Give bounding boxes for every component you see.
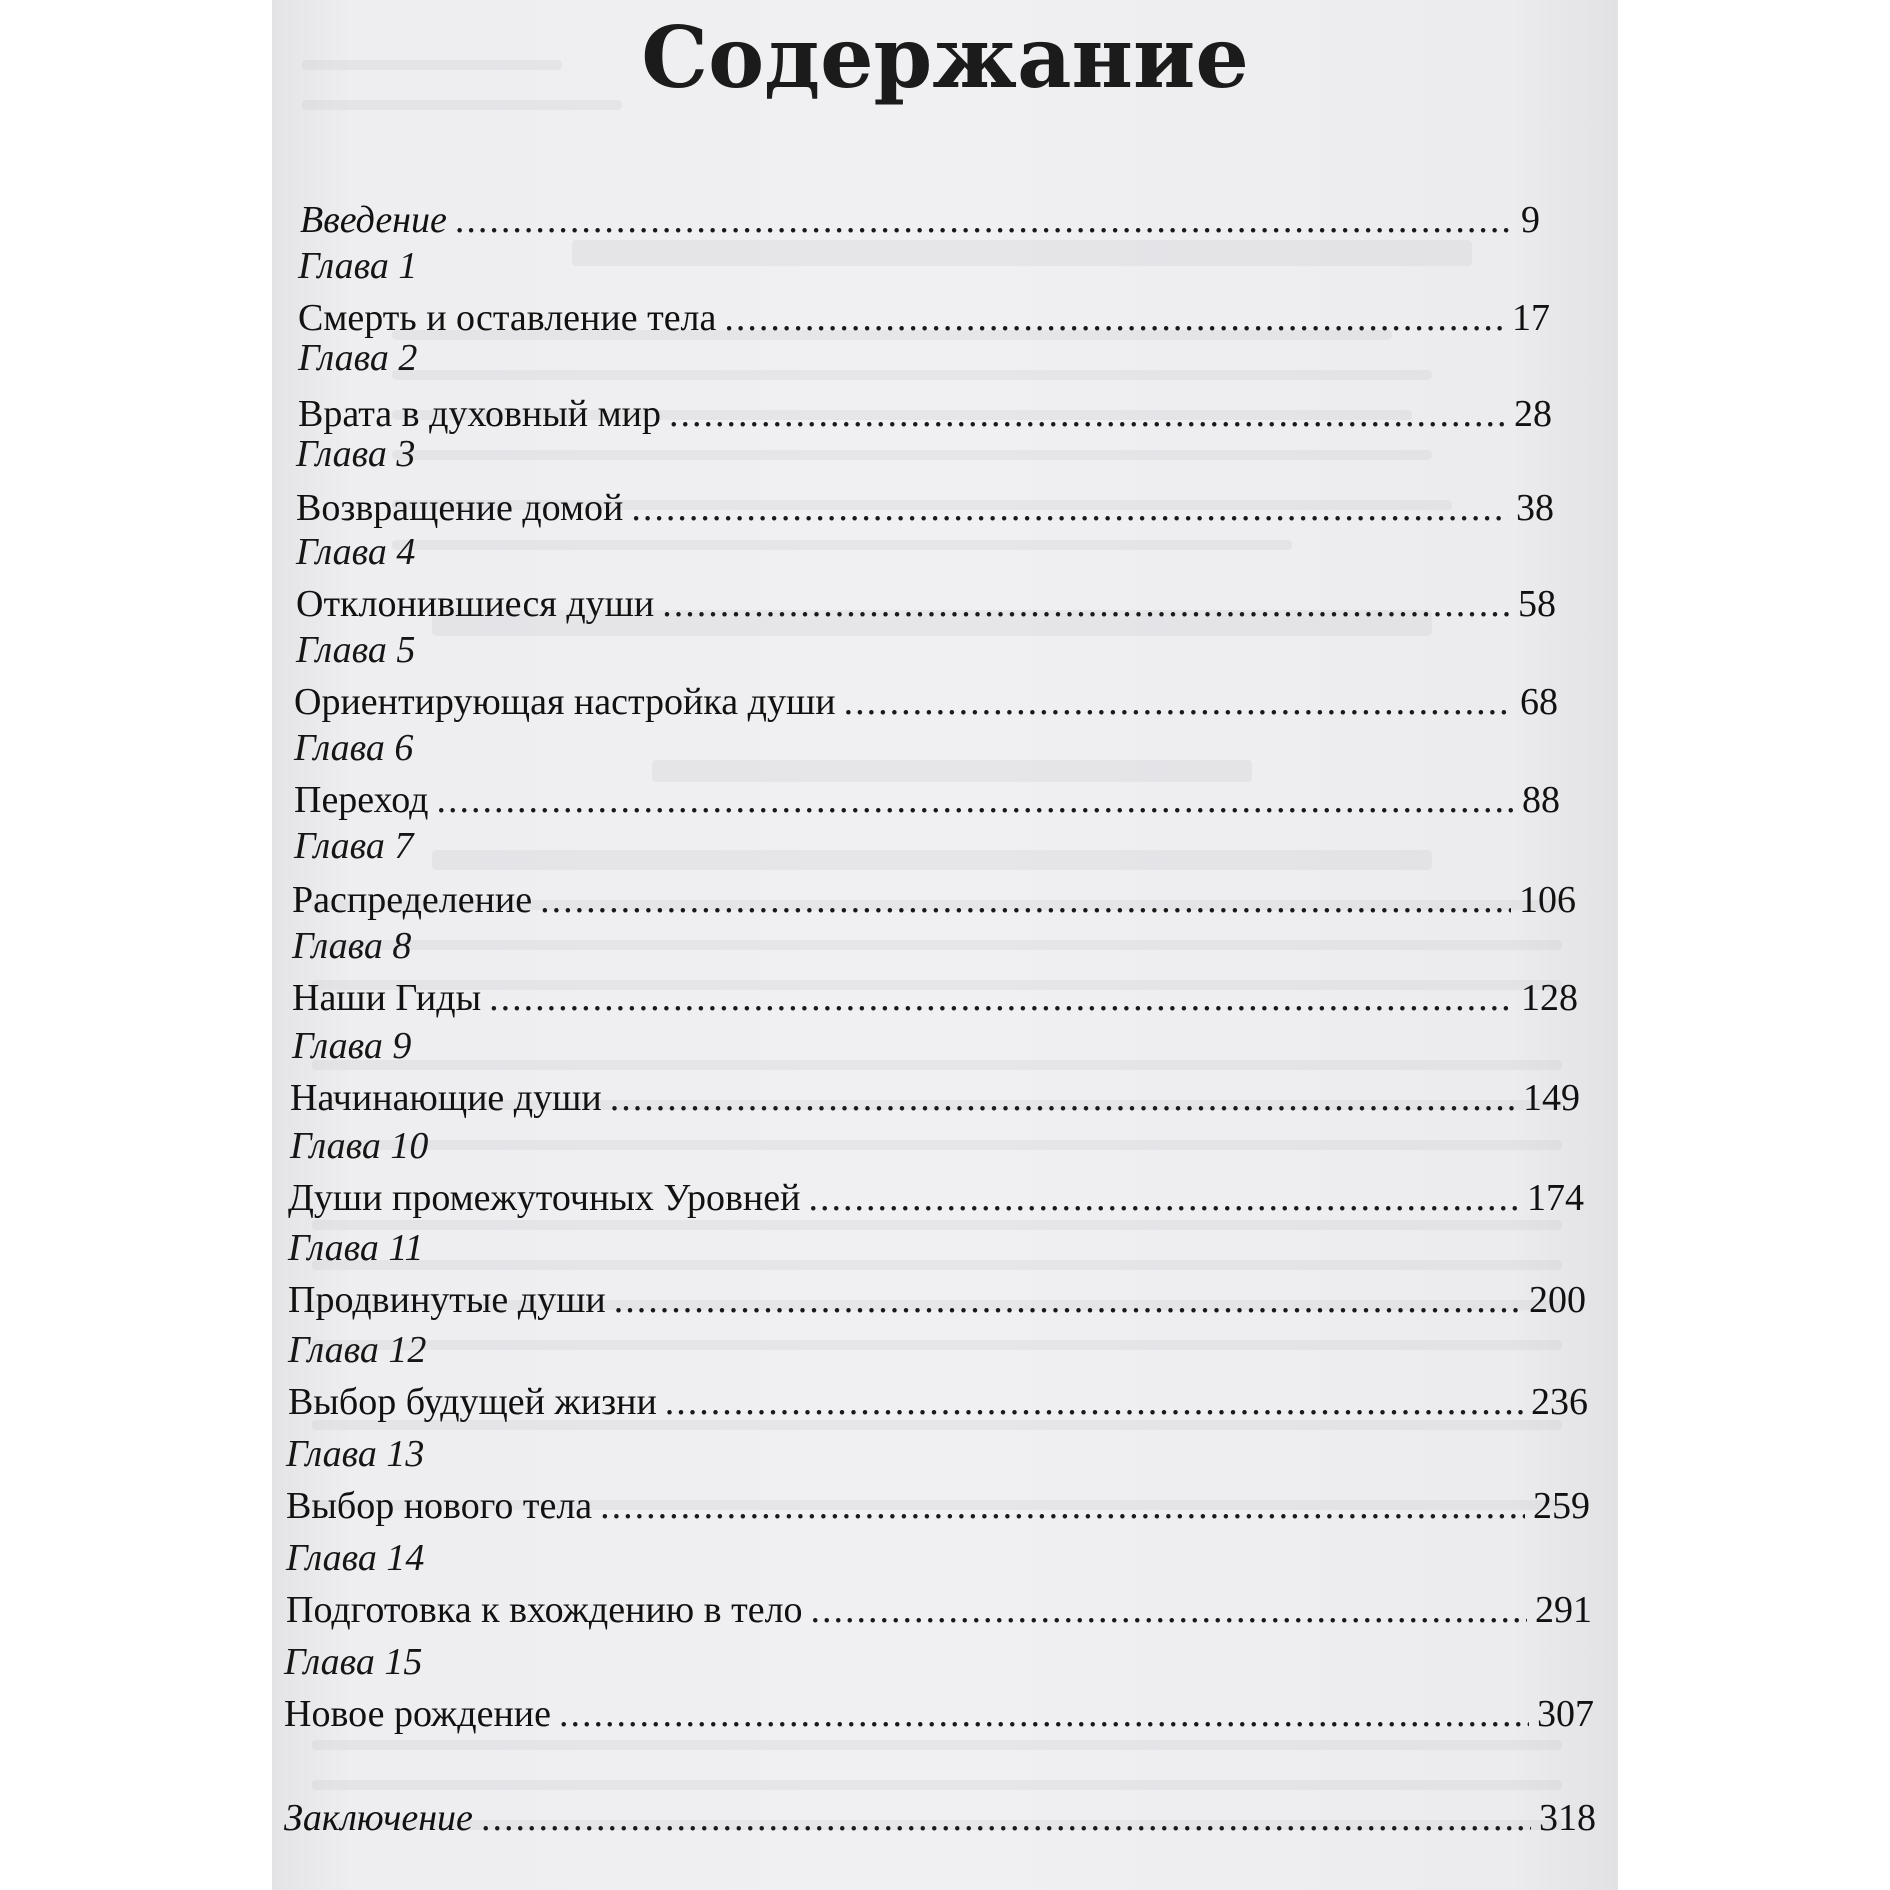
dot-leader [489,976,1513,1020]
toc-page-number: 236 [1531,1381,1588,1423]
chapter-heading: Глава 7 [294,825,414,867]
toc-entry-label: Возвращение домой [296,487,624,529]
toc-page-number: 28 [1514,393,1552,435]
dot-leader [631,486,1508,530]
toc-page-number: 259 [1533,1485,1590,1527]
dot-leader [662,582,1510,626]
chapter-heading: Глава 11 [288,1227,424,1269]
dot-leader [455,198,1513,242]
toc-page-number: 88 [1522,779,1560,821]
toc-entry-label: Наши Гиды [292,977,482,1019]
toc-entry[interactable] [294,680,1558,724]
dot-leader [808,1176,1519,1220]
toc-entry[interactable] [290,1076,1580,1120]
toc-entry-label: Распределение [292,879,533,921]
toc-entry[interactable] [292,976,1578,1020]
toc-page-number: 200 [1529,1279,1586,1321]
page-title: Содержание [641,8,1249,107]
toc-entry[interactable] [294,778,1560,822]
toc-entry-label: Новое рождение [284,1693,552,1735]
chapter-heading: Глава 13 [286,1433,425,1475]
toc-entry[interactable] [288,1278,1586,1322]
toc-entry-intro[interactable] [300,198,1540,242]
toc-entry-label: Подготовка к вхождению в тело [286,1589,803,1631]
toc-entry[interactable] [286,1484,1590,1528]
dot-leader [540,878,1511,922]
table-of-contents [272,0,1618,1890]
toc-entry[interactable] [298,392,1552,436]
chapter-heading: Глава 3 [296,433,416,475]
chapter-heading: Глава 9 [292,1025,412,1067]
dot-leader [559,1692,1529,1736]
toc-page-number: 68 [1520,681,1558,723]
dot-leader [665,1380,1523,1424]
toc-entry[interactable] [284,1692,1594,1736]
toc-entry[interactable] [288,1176,1584,1220]
toc-page-number: 106 [1519,879,1576,921]
toc-entry-label: Заключение [284,1797,473,1839]
toc-page-number: 38 [1516,487,1554,529]
toc-entry-label: Выбор будущей жизни [288,1381,657,1423]
toc-entry-label: Введение [300,199,447,241]
book-page [272,0,1618,1890]
toc-entry[interactable] [298,296,1550,340]
toc-entry[interactable] [292,878,1576,922]
dot-leader [436,778,1514,822]
chapter-heading: Глава 15 [284,1641,423,1683]
dot-leader [600,1484,1525,1528]
toc-entry-label: Врата в духовный мир [298,393,662,435]
chapter-heading: Глава 10 [290,1125,429,1167]
toc-page-number: 307 [1537,1693,1594,1735]
toc-entry[interactable] [286,1588,1592,1632]
chapter-heading: Глава 5 [296,629,416,671]
toc-entry-label: Смерть и оставление тела [298,297,717,339]
toc-page-number: 9 [1521,199,1540,241]
toc-entry-label: Переход [294,779,429,821]
dot-leader [724,296,1504,340]
toc-entry-label: Начинающие души [290,1077,602,1119]
chapter-heading: Глава 12 [288,1329,427,1371]
toc-page-number: 58 [1518,583,1556,625]
toc-entry-label: Выбор нового тела [286,1485,593,1527]
dot-leader [669,392,1506,436]
toc-entry[interactable] [296,486,1554,530]
toc-page-number: 291 [1535,1589,1592,1631]
dot-leader [811,1588,1527,1632]
chapter-heading: Глава 2 [298,337,418,379]
toc-entry[interactable] [288,1380,1588,1424]
toc-entry-label: Души промежуточных Уровней [288,1177,801,1219]
toc-page-number: 149 [1523,1077,1580,1119]
dot-leader [614,1278,1521,1322]
toc-entry[interactable] [296,582,1556,626]
dot-leader [481,1796,1531,1840]
dot-leader [844,680,1512,724]
chapter-heading: Глава 8 [292,925,412,967]
toc-page-number: 17 [1512,297,1550,339]
chapter-heading: Глава 14 [286,1537,425,1579]
chapter-heading: Глава 4 [296,531,416,573]
toc-page-number: 174 [1527,1177,1584,1219]
toc-entry-label: Продвинутые души [288,1279,606,1321]
toc-entry-label: Ориентирующая настройка души [294,681,836,723]
toc-page-number: 318 [1539,1797,1596,1839]
toc-entry-conclusion[interactable] [284,1796,1596,1840]
toc-page-number: 128 [1521,977,1578,1019]
dot-leader [610,1076,1515,1120]
chapter-heading: Глава 6 [294,727,414,769]
chapter-heading: Глава 1 [298,245,418,287]
toc-entry-label: Отклонившиеся души [296,583,655,625]
